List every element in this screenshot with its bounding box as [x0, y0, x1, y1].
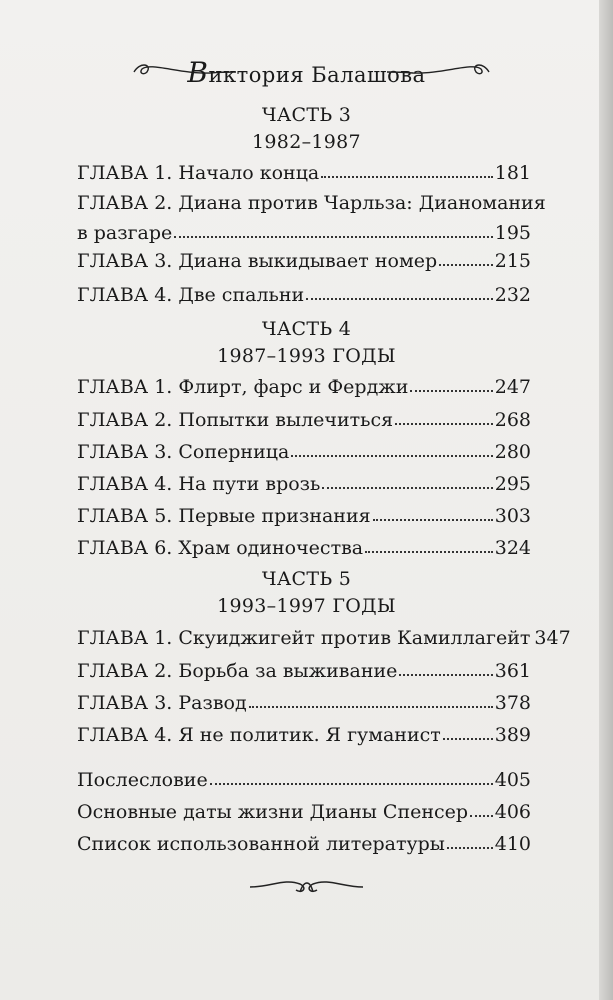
toc-entry[interactable]: ГЛАВА 2. Попытки вылечиться 268 [77, 409, 531, 431]
running-header [0, 52, 613, 92]
toc-entry-afterword[interactable]: Послесловие 405 [77, 769, 531, 791]
toc-entry-bibliography[interactable]: Список использованной литературы 410 [77, 833, 531, 855]
part-5-years: 1993–1997 ГОДЫ [217, 595, 396, 617]
toc-entry[interactable]: ГЛАВА 3. Соперница 280 [77, 441, 531, 463]
toc-entry[interactable]: в разгаре 195 [77, 222, 531, 244]
toc-entry-dates[interactable]: Основные даты жизни Дианы Спенсер 406 [77, 801, 531, 823]
toc-entry[interactable]: ГЛАВА 2. Борьба за выживание 361 [77, 660, 531, 682]
bottom-ornament-icon [0, 872, 613, 902]
toc-entry[interactable]: ГЛАВА 4. Две спальни 232 [77, 284, 531, 306]
part-4-title: ЧАСТЬ 4 [261, 318, 352, 340]
toc-entry[interactable]: ГЛАВА 1. Начало конца 181 [77, 162, 531, 184]
toc-entry[interactable]: ГЛАВА 4. Я не политик. Я гуманист 389 [77, 724, 531, 746]
part-5-title: ЧАСТЬ 5 [261, 568, 352, 590]
toc-entry[interactable]: ГЛАВА 1. Флирт, фарс и Ферджи 247 [77, 376, 531, 398]
part-4-years: 1987–1993 ГОДЫ [217, 345, 396, 367]
part-3-years: 1982–1987 [252, 131, 361, 153]
right-flourish-icon [383, 60, 493, 82]
toc-entry[interactable]: ГЛАВА 4. На пути врозь 295 [77, 473, 531, 495]
toc-entry[interactable]: ГЛАВА 3. Развод 378 [77, 692, 531, 714]
toc-entry[interactable]: ГЛАВА 5. Первые признания 303 [77, 505, 531, 527]
author-name: Виктория Балашова [187, 56, 426, 89]
toc-entry[interactable]: ГЛАВА 3. Диана выкидывает номер 215 [77, 250, 531, 272]
part-3-title: ЧАСТЬ 3 [261, 104, 352, 126]
toc-entry[interactable]: ГЛАВА 6. Храм одиночества 324 [77, 537, 531, 559]
toc-entry[interactable]: ГЛАВА 1. Скуиджигейт против Камиллагейт 347 [77, 627, 571, 649]
toc-entry-line1[interactable]: ГЛАВА 2. Диана против Чарльза: Дианомания [77, 192, 546, 214]
